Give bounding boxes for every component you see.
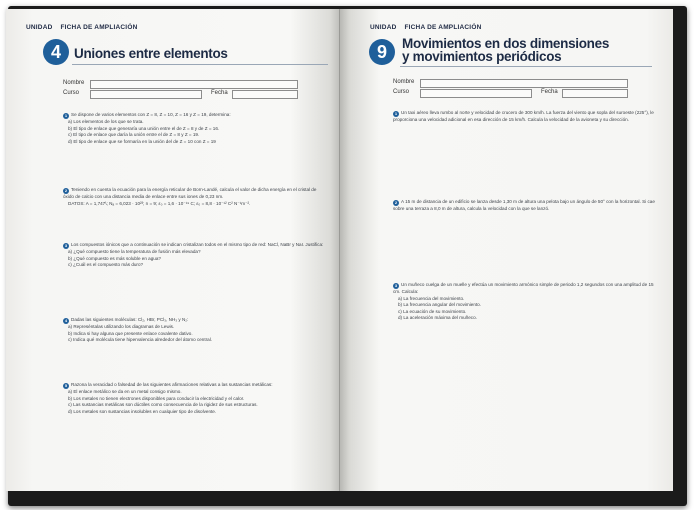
question-item: a) ¿Qué compuesto tiene la temperatura de fusión más elevada? <box>68 249 201 254</box>
question-item: c) ¿Cuál es el compuesto más duro? <box>68 262 144 268</box>
question-item: a) Represéntalas utilizando los diagramas de Lewis. <box>68 324 175 329</box>
question-stem: Un muñeco cuelga de un muelle y efectúa un movimiento armónico simple de periodo 1,2 segundos con una amplitud de 15 cm. Calcula: <box>393 282 654 294</box>
left-page-header <box>26 24 137 31</box>
page-title-line-2: y movimientos periódicos <box>402 49 562 64</box>
nombre-label: Nombre <box>393 79 415 85</box>
question-item: b) Indica si hay alguna que presente enlace covalente dativo. <box>68 330 193 336</box>
fecha-field[interactable] <box>562 89 628 98</box>
question-number: 3 <box>394 283 398 288</box>
question-4 <box>63 317 325 344</box>
question-item: b) El tipo de enlace que generaría una unión entre el de Z = 8 y de Z = 16. <box>68 125 220 131</box>
question-number: 3 <box>64 243 68 248</box>
question-stem: Razona la veracidad o falsedad de las siguientes afirmaciones relativas a las sustancias metálicas: <box>71 382 273 387</box>
question-item: b) ¿Qué compuesto es más soluble en agua? <box>68 255 161 261</box>
question-data: DATOS: A = 1,747\; Nₐ = 6,023 · 10²³; n = 9; ε₀ = 1,6 · 10⁻¹⁹ C; ε₀ = 8,8 · 10⁻¹² C² N⁻¹m⁻². <box>68 200 251 206</box>
fecha-label: Fecha <box>541 89 558 95</box>
question-stem: Un taxi aéreo lleva rumbo al norte y velocidad de crucero de 300 km/h. La fuerza del viento que sopla del suroeste (225°), le proporciona una velocidad adicional en esa dirección de 15 km/h. Calcula la velocidad de la avioneta y su dirección. <box>393 110 654 122</box>
question-item: b) La frecuencia angular del movimiento. <box>398 302 481 308</box>
fecha-label: Fecha <box>211 90 228 96</box>
question-item: d) El tipo de enlace que se formaría en la unión del de Z = 10 con Z = 19 <box>68 138 216 144</box>
question-stem: Los compuestos iónicos que a continuación se indican cristalizan todos en el mismo tipo de red: NaCl, NaBr y NaI. Justifica: <box>71 242 324 247</box>
question-3 <box>63 242 325 269</box>
left-page <box>6 9 340 491</box>
question-item: c) Las sustancias metálicas son dúctiles como consecuencia de la rigidez de sus estructuras. <box>68 402 258 408</box>
question-1 <box>393 110 655 124</box>
unit-label: UNIDAD <box>26 24 53 31</box>
question-1 <box>63 112 325 145</box>
worksheet-label: FICHA DE AMPLIACIÓN <box>404 24 482 31</box>
question-item: c) Indica qué molécula tiene hipervalencia alrededor del átomo central. <box>68 337 213 343</box>
page-title-line-1: Movimientos en dos dimensiones <box>402 36 610 51</box>
question-stem: Se dispone de varios elementos con Z = 8, Z = 10, Z = 16 y Z = 19, determina: <box>71 112 231 117</box>
question-3 <box>393 282 655 322</box>
nombre-field[interactable] <box>90 80 298 89</box>
question-number: 5 <box>64 383 68 388</box>
curso-field[interactable] <box>420 89 532 98</box>
question-number: 2 <box>394 200 398 205</box>
nombre-field[interactable] <box>420 79 628 88</box>
question-item: c) El tipo de enlace que daría la unión entre el de Z = 8 y Z = 19. <box>68 132 200 138</box>
question-stem: A 15 m de distancia de un edificio se lanza desde 1,30 m de altura una pelota bajo un ángulo de 50° con la horizontal. Si cae sobre una terraza a 8,0 m de altura, calcula la velocidad con la que se lanzó. <box>393 199 655 211</box>
question-item: d) La aceleración máxima del muñeco. <box>398 315 477 321</box>
question-item: b) Los metales no tienen electrones disponibles para conducir la electricidad y el calor. <box>68 395 245 401</box>
page-title <box>402 37 609 63</box>
unit-number-badge: 4 <box>43 39 69 65</box>
curso-label: Curso <box>63 90 80 96</box>
question-stem: Teniendo en cuenta la ecuación para la energía reticular de Born-Landé, calcula el valor de dicha energía en el cristal de óxido de calcio con una distancia media de enlace entre sus iones de 0,23 nm. <box>63 187 317 199</box>
question-item: a) Los elementos de los que se trata. <box>68 119 144 124</box>
question-item: d) Los metales son sustancias insolubles en cualquier tipo de disolvente. <box>68 408 217 414</box>
question-stem: Dadas las siguientes moléculas: Cl₂, HBr, PCl₃, NH₃ y N₂: <box>71 317 189 322</box>
worksheet-label: FICHA DE AMPLIACIÓN <box>60 24 138 31</box>
right-page-header <box>370 24 481 31</box>
page-title: Uniones entre elementos <box>74 46 228 61</box>
question-number: 1 <box>64 113 68 118</box>
question-item: a) La frecuencia del movimiento. <box>398 295 465 301</box>
right-page <box>340 9 673 491</box>
question-5 <box>63 382 325 415</box>
question-item: a) El enlace metálico se da en un metal consigo mismo. <box>68 389 182 394</box>
title-rule <box>72 64 328 65</box>
title-rule <box>400 66 652 67</box>
nombre-label: Nombre <box>63 80 85 86</box>
unit-label: UNIDAD <box>370 24 397 31</box>
question-number: 2 <box>64 188 68 193</box>
question-number: 4 <box>64 318 68 323</box>
fecha-field[interactable] <box>232 90 298 99</box>
question-2 <box>393 199 655 213</box>
unit-number-badge: 9 <box>369 39 395 65</box>
curso-field[interactable] <box>90 90 202 99</box>
question-item: c) La ecuación de su movimiento. <box>398 308 467 314</box>
question-2 <box>63 187 325 207</box>
curso-label: Curso <box>393 89 410 95</box>
question-number: 1 <box>394 111 398 116</box>
